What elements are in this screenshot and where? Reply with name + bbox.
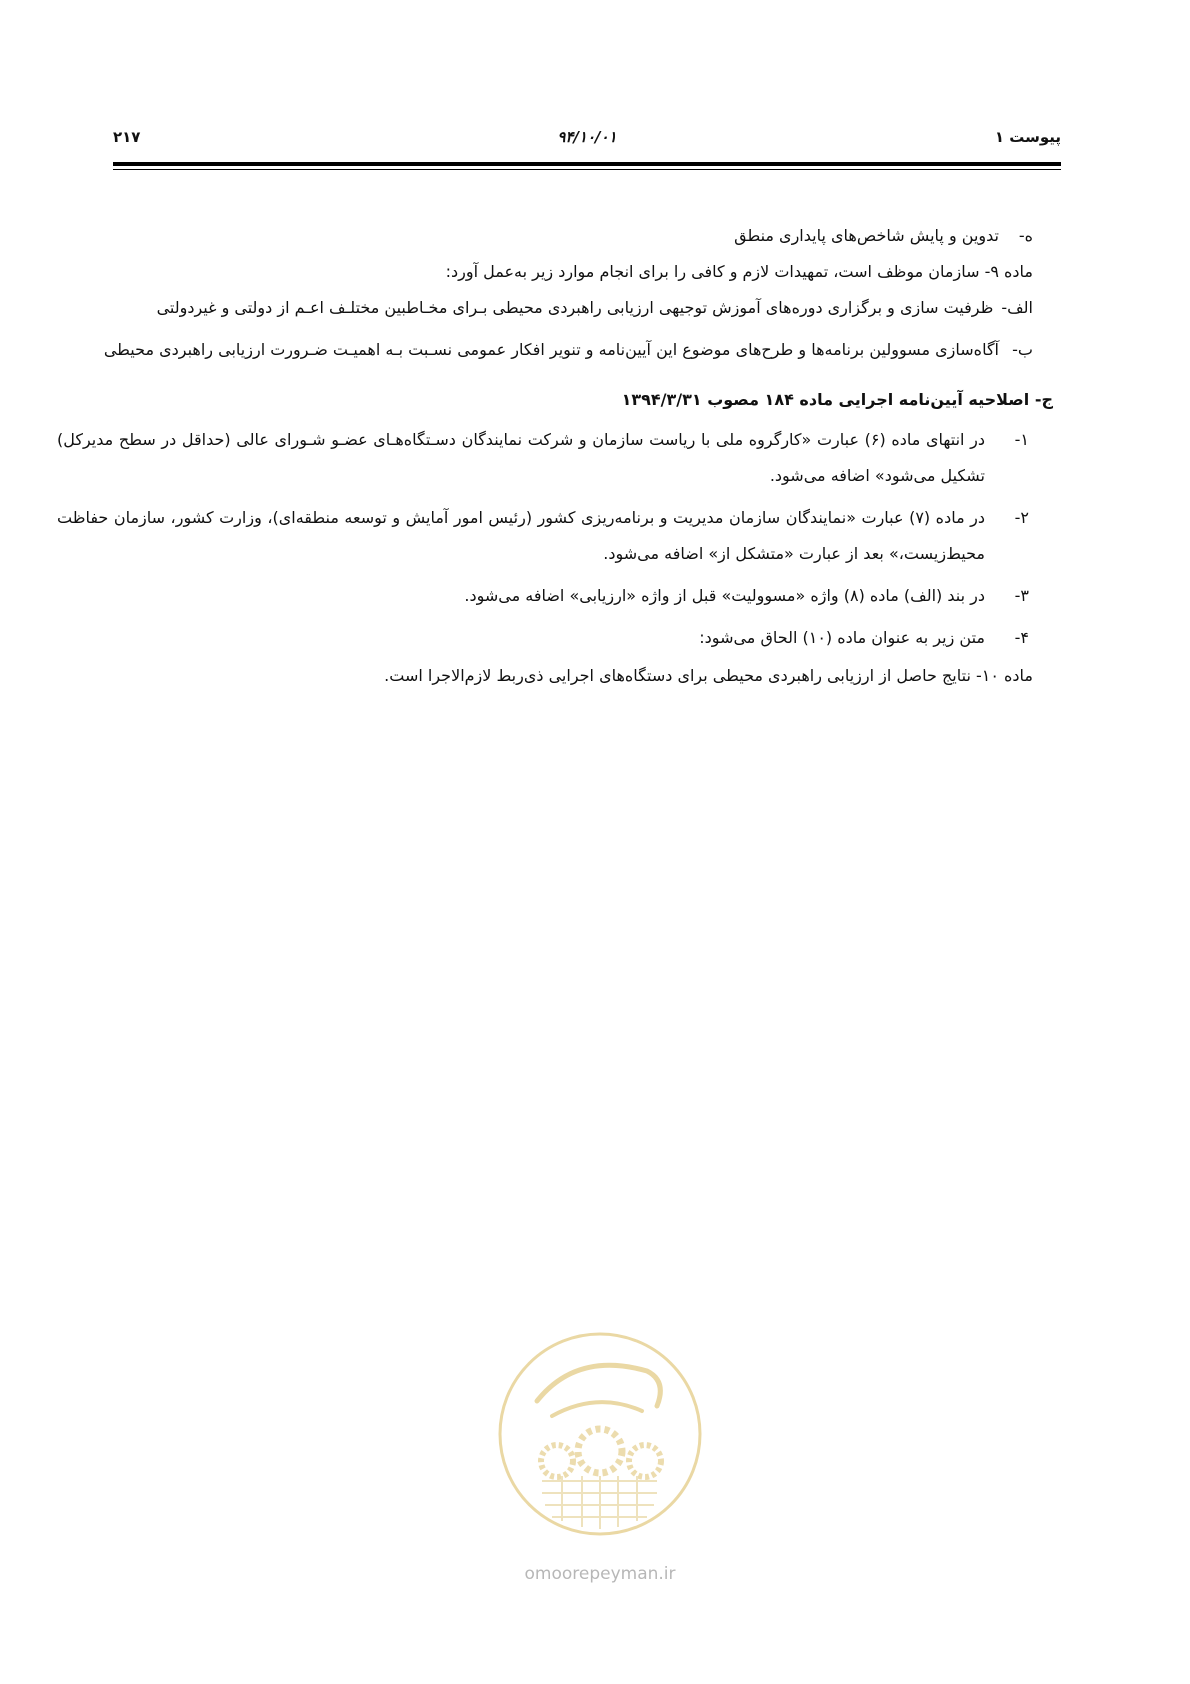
item-be bbox=[103, 332, 1033, 368]
list-item-text: در بند (الف) ماده (۸) واژه «مسوولیت» قبل از واژه «ارزیابی» اضافه می‌شود. bbox=[464, 586, 985, 605]
watermark-seal bbox=[497, 1331, 703, 1537]
list-item bbox=[57, 500, 1033, 572]
list-item-text: در ماده (۷) عبارت «نمایندگان سازمان مدیریت و برنامه‌ریزی کشور (رئیس امور آمایش و توسعه منطقه‌ای)، وزارت کشور، سازمان حفاظت محیط‌زیست،» بعد از عبارت «متشکل از» اضافه می‌شود. bbox=[57, 508, 986, 563]
list-item-text: متن زیر به عنوان ماده (۱۰) الحاق می‌شود: bbox=[699, 628, 985, 647]
article-10: ماده ۱۰- نتایج حاصل از ارزیابی راهبردی محیطی برای دستگاه‌های اجرایی ذی‌ربط لازم‌الاجرا است. bbox=[384, 666, 1033, 685]
list-item-marker: ۱- bbox=[1014, 430, 1029, 449]
list-item bbox=[113, 578, 1033, 614]
watermark-url: omoorepeyman.ir bbox=[524, 1564, 676, 1584]
appendix-title: پیوست ۱ bbox=[994, 128, 1061, 146]
article-9: ماده ۹- سازمان موظف است، تمهیدات لازم و کافی را برای انجام موارد زیر به‌عمل آورد: bbox=[445, 262, 1033, 281]
header-rule-thick bbox=[113, 162, 1061, 166]
item-he-marker: ه- bbox=[1018, 226, 1033, 245]
item-alef-marker: الف- bbox=[1001, 298, 1033, 317]
item-he bbox=[113, 218, 1033, 254]
list-item bbox=[57, 422, 1033, 494]
header-date: ۹۴/۱۰/۰۱ bbox=[557, 128, 617, 146]
list-item-marker: ۲- bbox=[1014, 508, 1029, 527]
page-number: ۲۱۷ bbox=[113, 128, 141, 146]
item-be-marker: ب- bbox=[1012, 340, 1033, 359]
item-alef bbox=[113, 290, 1033, 326]
list-item-marker: ۳- bbox=[1014, 586, 1029, 605]
item-alef-text: ظرفیت سازی و برگزاری دوره‌های آموزش توجیهی ارزیابی راهبردی محیطی بـرای مخـاطبین مختلـف اعـم از دولتی و غیردولتی bbox=[156, 298, 994, 317]
header-rule-thin bbox=[113, 169, 1061, 170]
list-item-marker: ۴- bbox=[1014, 628, 1029, 647]
document-body bbox=[57, 218, 1053, 694]
page-header bbox=[113, 128, 1061, 154]
item-be-text: آگاه‌سازی مسوولین برنامه‌ها و طرح‌های موضوع این آیین‌نامه و تنویر افکار عمومی نسـبت بـه اهمیـت ضـرورت ارزیابی راهبردی محیطی bbox=[103, 340, 999, 359]
list-item-text: در انتهای ماده (۶) عبارت «کارگروه ملی با ریاست سازمان و شرکت نمایندگان دسـتگاه‌هـای عضـو شـورای عالی (حداقل در سطح مدیرکل) تشکیل می‌شود» اضافه می‌شود. bbox=[57, 430, 985, 485]
list-item bbox=[113, 620, 1033, 656]
section-jim-title: ج- اصلاحیه آیین‌نامه اجرایی ماده ۱۸۴ مصوب ۱۳۹۴/۳/۳۱ bbox=[621, 390, 1053, 409]
item-he-text: تدوین و پایش شاخص‌های پایداری منطق bbox=[734, 226, 999, 245]
